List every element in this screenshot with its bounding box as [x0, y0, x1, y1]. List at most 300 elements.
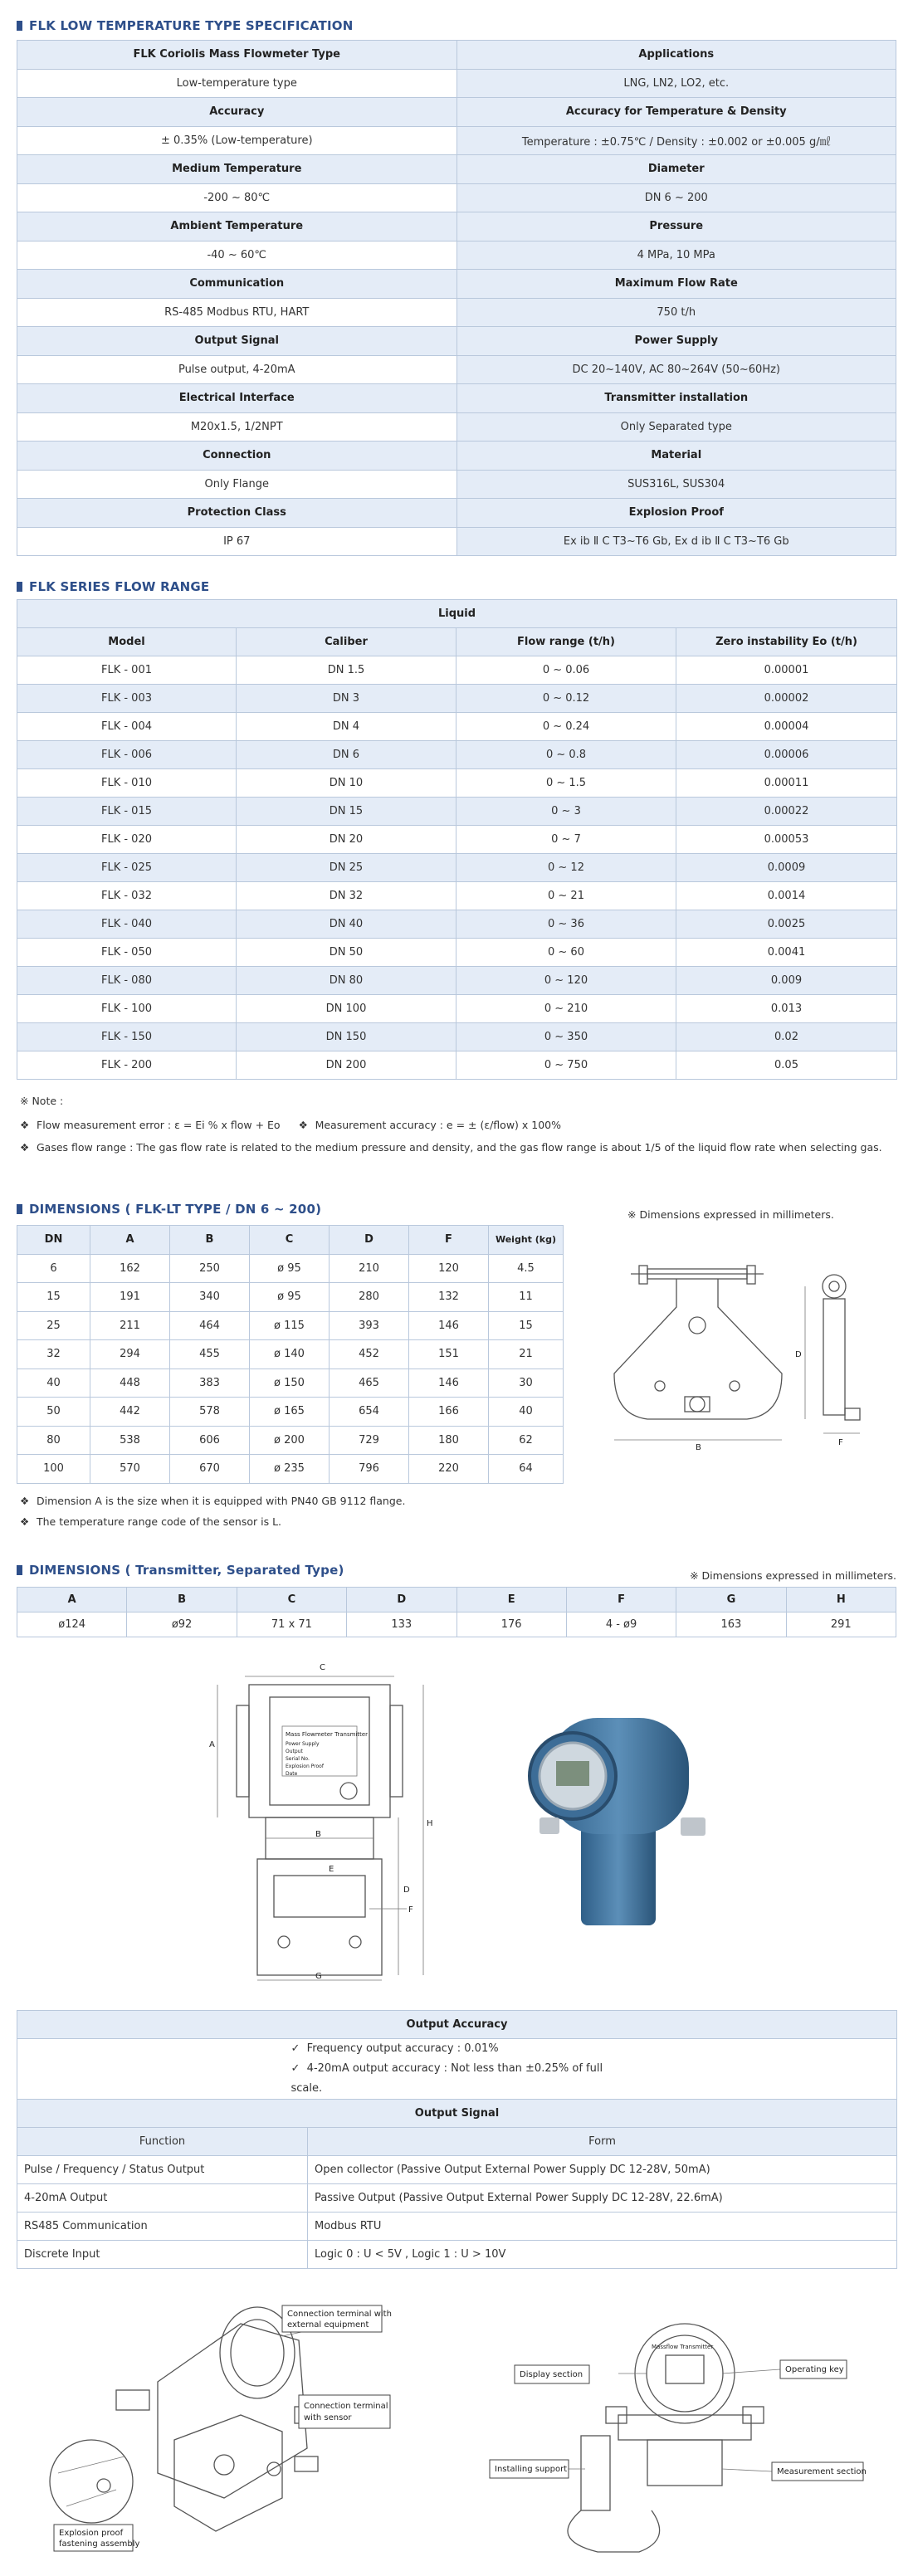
dims-column-header: F: [409, 1226, 489, 1255]
note-title: ※ Note :: [20, 1095, 64, 1107]
flow-cell: DN 32: [237, 882, 456, 910]
table-row: [17, 1340, 564, 1369]
flow-cell: DN 25: [237, 854, 456, 882]
dims-cell: 146: [409, 1368, 489, 1398]
flow-cell: FLK - 032: [17, 882, 237, 910]
table-row: [17, 2241, 897, 2269]
accuracy-item-2: ✓ 4-20mA output accuracy : Not less than ±0.25% of full scale.: [290, 2062, 603, 2095]
section-marker-icon: [17, 582, 22, 592]
dims-cell: 120: [409, 1254, 489, 1283]
spec-value-row: [17, 527, 896, 556]
spec-header-row: [17, 41, 896, 70]
table-row: [17, 685, 897, 713]
svg-text:Connection terminal: Connection terminal: [304, 2402, 388, 2411]
tx-column-header: E: [456, 1588, 566, 1612]
dims-cell: ø 95: [250, 1254, 330, 1283]
dims-cell: 50: [17, 1398, 90, 1427]
nameplate-line-5: Date: [286, 1771, 298, 1777]
callout-terminal-sensor: [299, 2395, 390, 2428]
dims-column-header: A: [90, 1226, 170, 1255]
flow-cell: DN 40: [237, 910, 456, 939]
nameplate-line-2: Output: [286, 1749, 303, 1754]
spec-header-row: [17, 98, 896, 127]
spec-value: DN 6 ~ 200: [456, 183, 896, 212]
spec-value: Only Flange: [17, 470, 457, 499]
section-marker-icon: [17, 1204, 22, 1214]
dims-cell: 280: [330, 1283, 409, 1312]
section-marker-icon: [17, 21, 22, 31]
output-accuracy-header: Output Accuracy: [17, 2011, 897, 2039]
spec-value-row: [17, 298, 896, 327]
dims-column-header: B: [170, 1226, 250, 1255]
spec-label: Accuracy: [17, 98, 457, 127]
table-row: [17, 656, 897, 685]
dims-cell: ø 95: [250, 1283, 330, 1312]
output-table: [17, 2010, 897, 2269]
spec-label: Pressure: [456, 212, 896, 242]
assembled-view-drawing: [481, 2291, 880, 2556]
dims-cell: 654: [330, 1398, 409, 1427]
flow-cell: DN 3: [237, 685, 456, 713]
diamond-icon: ❖: [20, 1495, 30, 1507]
dims-cell: 448: [90, 1368, 170, 1398]
table-row: [17, 967, 897, 995]
dims-cell: 383: [170, 1368, 250, 1398]
spec-label: Accuracy for Temperature & Density: [456, 98, 896, 127]
flow-cell: FLK - 200: [17, 1051, 237, 1080]
flow-cell: DN 1.5: [237, 656, 456, 685]
flow-notes: [20, 1094, 891, 1154]
flow-cell: 0.00002: [676, 685, 897, 713]
spec-label: FLK Coriolis Mass Flowmeter Type: [17, 41, 457, 70]
output-function-cell: Pulse / Frequency / Status Output: [17, 2156, 308, 2184]
detail-zoom-circle: [50, 2440, 133, 2523]
spec-label: Material: [456, 442, 896, 471]
callout-installing-support: [490, 2460, 569, 2478]
spec-value-row: [17, 412, 896, 442]
callout-explosion-proof: [54, 2525, 139, 2551]
output-form-cell: Modbus RTU: [308, 2213, 897, 2241]
dims-cell: 146: [409, 1311, 489, 1340]
flow-cell: 0 ~ 3: [456, 798, 676, 826]
transmitter-photo: [515, 1693, 714, 1934]
section-marker-icon: [17, 1565, 22, 1575]
dims-cell: 100: [17, 1455, 90, 1484]
callout-measurement: [772, 2462, 867, 2481]
flow-cell: FLK - 050: [17, 939, 237, 967]
flow-cell: DN 20: [237, 826, 456, 854]
table-row: [17, 826, 897, 854]
sensor-front-view: [614, 1266, 782, 1452]
table-row: [17, 995, 897, 1023]
dims-cell: ø 200: [250, 1426, 330, 1455]
table-row: [17, 1398, 564, 1427]
spec-value-row: [17, 126, 896, 155]
spec-value: Low-temperature type: [17, 69, 457, 98]
flow-cell: DN 200: [237, 1051, 456, 1080]
table-row: [17, 939, 897, 967]
spec-value: -40 ~ 60℃: [17, 241, 457, 270]
dims-cell: 15: [17, 1283, 90, 1312]
dims-cell: 80: [17, 1426, 90, 1455]
check-icon: ✓: [290, 2042, 300, 2055]
dims-cell: 180: [409, 1426, 489, 1455]
tx-cell: 291: [786, 1612, 896, 1637]
dim-a-label: A: [209, 1740, 215, 1749]
flow-cell: 0 ~ 7: [456, 826, 676, 854]
flow-cell: FLK - 150: [17, 1023, 237, 1051]
flow-cell: FLK - 100: [17, 995, 237, 1023]
exploded-view-drawing: [33, 2291, 423, 2556]
spec-label: Explosion Proof: [456, 499, 896, 528]
dims-cell: 40: [489, 1398, 564, 1427]
flow-cell: 0.0025: [676, 910, 897, 939]
spec-value: M20x1.5, 1/2NPT: [17, 412, 457, 442]
spec-value: SUS316L, SUS304: [456, 470, 896, 499]
tx-cell: 71 x 71: [237, 1612, 346, 1637]
spec-value: -200 ~ 80℃: [17, 183, 457, 212]
table-row: [17, 1368, 564, 1398]
tx-cell: ø92: [127, 1612, 237, 1637]
dims-cell: 25: [17, 1311, 90, 1340]
transmitter-drawing: [191, 1660, 473, 1983]
spec-label: Communication: [17, 270, 457, 299]
col-form-header: Form: [308, 2128, 897, 2156]
flow-column-header: Zero instability Eo (t/h): [676, 628, 897, 656]
tx-unit-note: ※ Dimensions expressed in millimeters.: [690, 1569, 896, 1582]
note-gas: ❖ Gases flow range : The gas flow rate is related to the medium pressure and density, and the gas flow range is about 1/5 of the liquid flow rate when selecting gas.: [20, 1141, 882, 1154]
spec-header-row: [17, 212, 896, 242]
spec-title: FLK LOW TEMPERATURE TYPE SPECIFICATION: [17, 18, 353, 33]
table-row: [17, 713, 897, 741]
flow-cell: 0 ~ 21: [456, 882, 676, 910]
flow-title: FLK SERIES FLOW RANGE: [17, 579, 209, 594]
spec-header-row: [17, 270, 896, 299]
flow-cell: 0.0041: [676, 939, 897, 967]
table-row: [17, 1254, 564, 1283]
flow-cell: DN 6: [237, 741, 456, 769]
front-housing: [635, 2324, 735, 2423]
dim-b-tx-label: B: [315, 1830, 321, 1839]
table-row: [17, 1426, 564, 1455]
dims-table: [17, 1225, 564, 1484]
flow-cell: FLK - 025: [17, 854, 237, 882]
dims-cell: ø 165: [250, 1398, 330, 1427]
dims-cell: 538: [90, 1426, 170, 1455]
dims-cell: 670: [170, 1455, 250, 1484]
dims-cell: 151: [409, 1340, 489, 1369]
spec-value: Only Separated type: [456, 412, 896, 442]
dims-cell: 393: [330, 1311, 409, 1340]
spec-value: 4 MPa, 10 MPa: [456, 241, 896, 270]
dims-cell: 220: [409, 1455, 489, 1484]
table-row: [17, 769, 897, 798]
dim-c-label: C: [320, 1663, 325, 1672]
dims-cell: 606: [170, 1426, 250, 1455]
dims-cell: 30: [489, 1368, 564, 1398]
diamond-icon: ❖: [20, 1515, 30, 1528]
tx-cell: 176: [456, 1612, 566, 1637]
dims-cell: 40: [17, 1368, 90, 1398]
tx-cell: 163: [676, 1612, 786, 1637]
accuracy-item-1: ✓ Frequency output accuracy : 0.01%: [290, 2042, 499, 2055]
nameplate-line-4: Explosion Proof: [286, 1764, 324, 1769]
col-function-header: Function: [17, 2128, 308, 2156]
flow-cell: DN 4: [237, 713, 456, 741]
spec-label: Electrical Interface: [17, 384, 457, 413]
spec-header-row: [17, 155, 896, 184]
flow-cell: 0 ~ 36: [456, 910, 676, 939]
flow-cell: 0.02: [676, 1023, 897, 1051]
sensor-side-view: [795, 1275, 860, 1447]
nameplate-line-1: Power Supply: [286, 1741, 320, 1747]
device-brand-label: Massflow Transmitter: [652, 2344, 714, 2350]
spec-value: 750 t/h: [456, 298, 896, 327]
spec-value-row: [17, 241, 896, 270]
spec-value-row: [17, 183, 896, 212]
dim-d-label: D: [795, 1350, 802, 1359]
flow-cell: 0.013: [676, 995, 897, 1023]
output-function-cell: 4-20mA Output: [17, 2184, 308, 2213]
flow-cell: 0 ~ 12: [456, 854, 676, 882]
flow-cell: FLK - 010: [17, 769, 237, 798]
flow-group-header: Liquid: [17, 600, 897, 628]
tx-column-header: F: [566, 1588, 676, 1612]
tx-column-header: B: [127, 1588, 237, 1612]
dims-cell: 570: [90, 1455, 170, 1484]
dims-cell: ø 115: [250, 1311, 330, 1340]
flow-cell: 0 ~ 0.06: [456, 656, 676, 685]
dims-cell: 796: [330, 1455, 409, 1484]
spec-value: Ex ib Ⅱ C T3~T6 Gb, Ex d ib Ⅱ C T3~T6 Gb: [456, 527, 896, 556]
diamond-icon: ❖: [20, 1119, 30, 1131]
flow-cell: 0 ~ 0.8: [456, 741, 676, 769]
flow-column-header: Flow range (t/h): [456, 628, 676, 656]
dims-cell: 15: [489, 1311, 564, 1340]
dims-cell: 64: [489, 1455, 564, 1484]
flow-cell: FLK - 020: [17, 826, 237, 854]
tx-column-header: C: [237, 1588, 346, 1612]
callout-display: [515, 2365, 589, 2383]
dims-cell: 4.5: [489, 1254, 564, 1283]
dims-unit-note: ※ Dimensions expressed in millimeters.: [627, 1208, 834, 1221]
flow-cell: 0.00001: [676, 656, 897, 685]
tx-cell: ø124: [17, 1612, 127, 1637]
dims-cell: 32: [17, 1340, 90, 1369]
dims-cell: 210: [330, 1254, 409, 1283]
output-form-cell: Logic 0 : U < 5V , Logic 1 : U > 10V: [308, 2241, 897, 2269]
flow-cell: DN 150: [237, 1023, 456, 1051]
dim-d-tx-label: D: [403, 1886, 410, 1895]
dims-cell: 294: [90, 1340, 170, 1369]
dims-cell: 11: [489, 1283, 564, 1312]
note-errors: ❖ Flow measurement error : ε = Ei % x flow + Eo ❖ Measurement accuracy : e = ± (ε/flow) x 100%: [20, 1119, 562, 1131]
spec-value: LNG, LN2, LO2, etc.: [456, 69, 896, 98]
dims-cell: ø 140: [250, 1340, 330, 1369]
exploded-transmitter: [116, 2307, 320, 2531]
tx-column-header: H: [786, 1588, 896, 1612]
dim-g-label: G: [315, 1972, 322, 1981]
tx-table: [17, 1587, 896, 1637]
output-signal-header: Output Signal: [17, 2100, 897, 2128]
dim-h-label: H: [427, 1819, 433, 1828]
dims-cell: 191: [90, 1283, 170, 1312]
dims-cell: 21: [489, 1340, 564, 1369]
dims-cell: 166: [409, 1398, 489, 1427]
flow-cell: 0.00006: [676, 741, 897, 769]
dims-cell: 340: [170, 1283, 250, 1312]
flow-cell: 0 ~ 60: [456, 939, 676, 967]
flow-cell: FLK - 006: [17, 741, 237, 769]
dims-note-1: ❖ Dimension A is the size when it is equipped with PN40 GB 9112 flange.: [20, 1495, 406, 1507]
spec-label: Transmitter installation: [456, 384, 896, 413]
output-function-cell: RS485 Communication: [17, 2213, 308, 2241]
svg-text:Display section: Display section: [520, 2370, 583, 2379]
dims-cell: 578: [170, 1398, 250, 1427]
flow-cell: FLK - 040: [17, 910, 237, 939]
table-row: [17, 1311, 564, 1340]
dims-notes: [20, 1494, 891, 1529]
spec-header-row: [17, 442, 896, 471]
dim-f-tx-label: F: [408, 1905, 413, 1915]
flow-cell: 0.05: [676, 1051, 897, 1080]
dims-cell: 452: [330, 1340, 409, 1369]
spec-value: DC 20~140V, AC 80~264V (50~60Hz): [456, 355, 896, 384]
spec-value: Temperature : ±0.75℃ / Density : ±0.002 or ±0.005 g/㎖: [456, 126, 896, 155]
table-row: [17, 741, 897, 769]
table-row: [17, 1283, 564, 1312]
table-row: [17, 1051, 897, 1080]
dims-title: DIMENSIONS ( FLK-LT TYPE / DN 6 ~ 200): [17, 1202, 321, 1217]
svg-text:Installing support: Installing support: [495, 2465, 568, 2474]
flow-cell: FLK - 001: [17, 656, 237, 685]
dims-column-header: DN: [17, 1226, 90, 1255]
flow-cell: DN 100: [237, 995, 456, 1023]
spec-value-row: [17, 355, 896, 384]
diamond-icon: ❖: [298, 1119, 308, 1131]
svg-text:Connection terminal with: Connection terminal with: [287, 2310, 392, 2319]
spec-label: Ambient Temperature: [17, 212, 457, 242]
spec-header-row: [17, 327, 896, 356]
spec-label: Maximum Flow Rate: [456, 270, 896, 299]
flow-cell: 0.00011: [676, 769, 897, 798]
table-row: [17, 1023, 897, 1051]
tx-column-header: A: [17, 1588, 127, 1612]
flow-cell: FLK - 003: [17, 685, 237, 713]
flow-cell: 0 ~ 750: [456, 1051, 676, 1080]
svg-text:Measurement section: Measurement section: [777, 2467, 867, 2476]
table-row: [17, 2156, 897, 2184]
flow-cell: 0 ~ 0.24: [456, 713, 676, 741]
spec-label: Connection: [17, 442, 457, 471]
flow-cell: 0 ~ 120: [456, 967, 676, 995]
flow-cell: DN 15: [237, 798, 456, 826]
tx-column-header: G: [676, 1588, 786, 1612]
check-icon: ✓: [290, 2062, 300, 2075]
spec-header-row: [17, 499, 896, 528]
flow-cell: 0.0014: [676, 882, 897, 910]
table-row: [17, 854, 897, 882]
table-row: [17, 882, 897, 910]
dims-cell: 132: [409, 1283, 489, 1312]
dims-note-2: ❖ The temperature range code of the sensor is L.: [20, 1515, 282, 1528]
dim-b-label: B: [696, 1443, 701, 1452]
dims-cell: 162: [90, 1254, 170, 1283]
nameplate-line-3: Serial No.: [286, 1756, 310, 1762]
dims-cell: 455: [170, 1340, 250, 1369]
spec-value: Pulse output, 4-20mA: [17, 355, 457, 384]
flow-cell: DN 80: [237, 967, 456, 995]
nameplate-title: Mass Flowmeter Transmitter: [286, 1731, 369, 1738]
output-form-cell: Open collector (Passive Output External Power Supply DC 12-28V, 50mA): [308, 2156, 897, 2184]
dims-cell: 729: [330, 1426, 409, 1455]
dims-column-header: Weight (kg): [489, 1226, 564, 1255]
flow-cell: 0.00053: [676, 826, 897, 854]
dims-cell: 211: [90, 1311, 170, 1340]
flow-column-header: Caliber: [237, 628, 456, 656]
dim-f-label: F: [838, 1438, 843, 1447]
spec-label: Diameter: [456, 155, 896, 184]
dim-e-label: E: [329, 1865, 334, 1874]
table-row: [17, 2184, 897, 2213]
flow-table: [17, 599, 897, 1080]
diamond-icon: ❖: [20, 1141, 30, 1154]
dims-cell: 250: [170, 1254, 250, 1283]
table-row: [17, 1455, 564, 1484]
dims-cell: 442: [90, 1398, 170, 1427]
dims-column-header: C: [250, 1226, 330, 1255]
flow-cell: 0.0009: [676, 854, 897, 882]
dims-cell: 6: [17, 1254, 90, 1283]
flow-column-header: Model: [17, 628, 237, 656]
tx-title: DIMENSIONS ( Transmitter, Separated Type): [17, 1563, 344, 1578]
spec-table: [17, 40, 896, 556]
output-accuracy-cell: [17, 2039, 897, 2100]
callout-terminal-external: [282, 2305, 392, 2332]
output-form-cell: Passive Output (Passive Output External Power Supply DC 12-28V, 22.6mA): [308, 2184, 897, 2213]
sensor-drawing: [598, 1249, 896, 1465]
flow-cell: 0 ~ 350: [456, 1023, 676, 1051]
dims-cell: 465: [330, 1368, 409, 1398]
svg-text:Explosion proof: Explosion proof: [59, 2529, 124, 2538]
dims-cell: ø 235: [250, 1455, 330, 1484]
spec-value-row: [17, 69, 896, 98]
display-screen: [556, 1761, 589, 1786]
spec-header-row: [17, 384, 896, 413]
spec-label: Applications: [456, 41, 896, 70]
table-row: [17, 910, 897, 939]
flow-cell: 0.009: [676, 967, 897, 995]
dims-cell: 464: [170, 1311, 250, 1340]
tx-cell: 4 - ø9: [566, 1612, 676, 1637]
flow-cell: 0 ~ 0.12: [456, 685, 676, 713]
spec-label: Protection Class: [17, 499, 457, 528]
svg-text:with sensor: with sensor: [304, 2413, 352, 2422]
callout-operating-key: [780, 2360, 847, 2378]
spec-label: Output Signal: [17, 327, 457, 356]
table-row: [17, 2213, 897, 2241]
spec-value: ± 0.35% (Low-temperature): [17, 126, 457, 155]
svg-text:external equipment: external equipment: [287, 2320, 369, 2330]
flow-cell: FLK - 080: [17, 967, 237, 995]
tx-cell: 133: [347, 1612, 456, 1637]
dims-cell: ø 150: [250, 1368, 330, 1398]
svg-text:Operating key: Operating key: [785, 2365, 844, 2374]
output-function-cell: Discrete Input: [17, 2241, 308, 2269]
spec-value: IP 67: [17, 527, 457, 556]
flow-cell: 0.00022: [676, 798, 897, 826]
flow-cell: 0.00004: [676, 713, 897, 741]
